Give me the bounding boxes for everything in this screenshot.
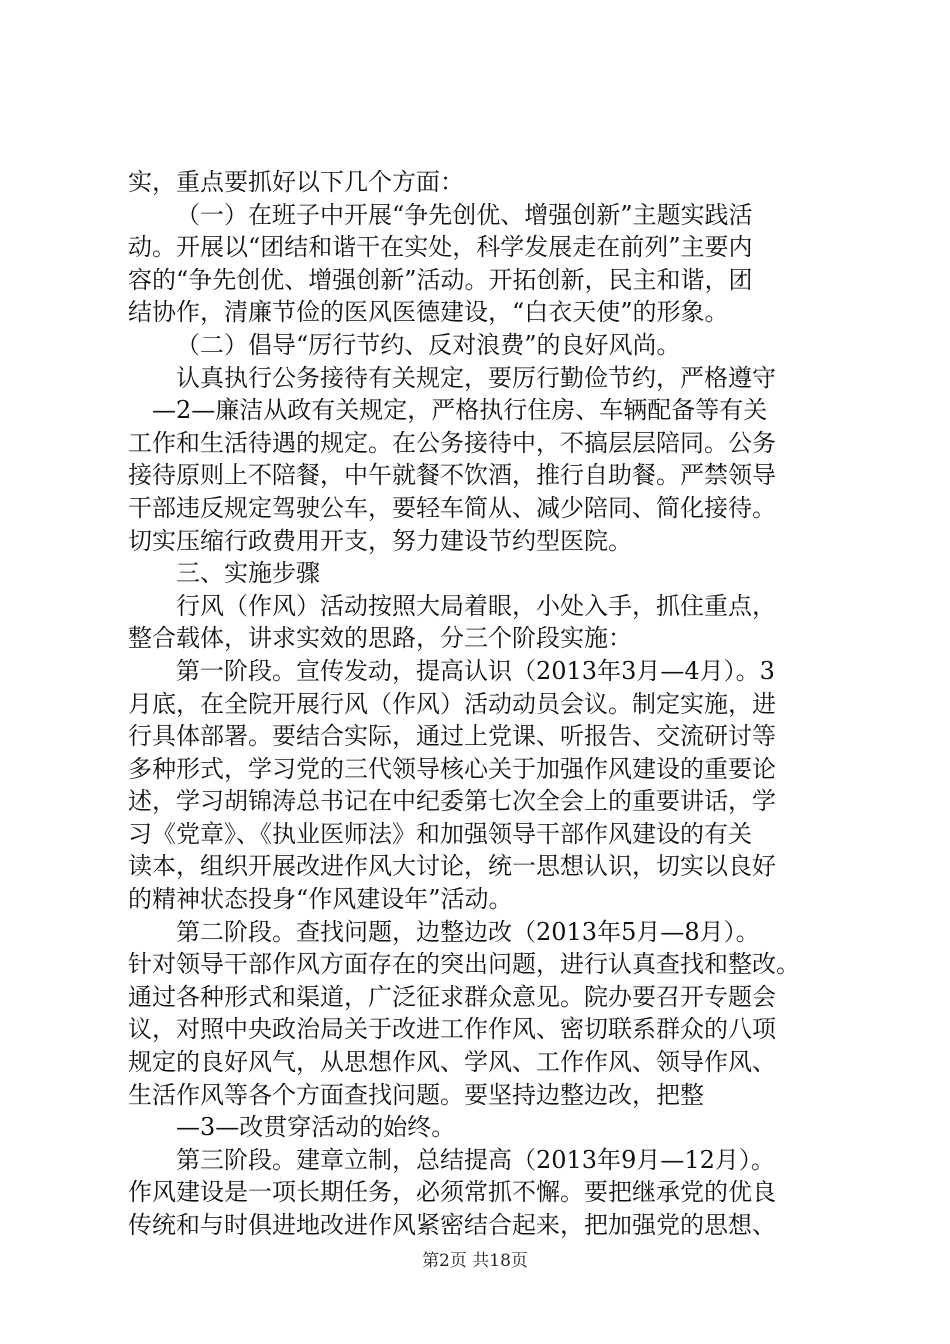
text-line: 工作和生活待遇的规定。在公务接待中，不搞层层陪同。公务 [128,428,776,457]
text-line: 议，对照中央政治局关于改进工作作风、密切联系群众的八项 [128,1015,776,1044]
text-line: 的精神状态投身“作风建设年”活动。 [128,885,513,914]
text-line: 容的“争先创优、增强创新”活动。开拓创新，民主和谐，团 [128,265,753,294]
text-line: 认真执行公务接待有关规定，要厉行勤俭节约，严格遵守 [176,363,776,392]
document-body [128,166,828,1242]
text-line: 第三阶段。建章立制，总结提高（2013年9月—12月）。 [176,1145,775,1174]
text-line: 通过各种形式和渠道，广泛征求群众意见。院办要召开专题会 [128,982,776,1011]
text-line: （一）在班子中开展“争先创优、增强创新”主题实践活 [176,200,753,229]
text-line: 第二阶段。查找问题，边整边改（2013年5月—8月）。 [176,917,760,946]
text-line: 规定的良好风气，从思想作风、学风、工作作风、领导作风、 [128,1048,776,1077]
text-line: 干部违反规定驾驶公车，要轻车简从、减少陪同、简化接待。 [128,493,776,522]
text-line: 作风建设是一项长期任务，必须常抓不懈。要把继承党的优良 [128,1178,776,1207]
text-line: 行具体部署。要结合实际，通过上党课、听报告、交流研讨等 [128,722,776,751]
text-line: （二）倡导“厉行节约、反对浪费”的良好风尚。 [176,330,681,359]
text-line: —3—改贯穿活动的始终。 [176,1113,456,1142]
text-line: 习《党章》、《执业医师法》和加强领导干部作风建设的有关 [128,819,752,848]
text-line: 多种形式，学习党的三代领导核心关于加强作风建设的重要论 [128,754,776,783]
text-line: 传统和与时俱进地改进作风紧密结合起来，把加强党的思想、 [128,1211,776,1239]
text-line: 三、实施步骤 [176,559,320,588]
text-line: —2—廉洁从政有关规定，严格执行住房、车辆配备等有关 [152,396,768,425]
text-line: 实，重点要抓好以下几个方面： [128,168,464,196]
text-line: 第一阶段。宣传发动，提高认识（2013年3月—4月）。3 [176,656,775,685]
page-footer: 第2页 共18页 [422,1251,528,1271]
text-line: 述，学习胡锦涛总书记在中纪委第七次全会上的重要讲话，学 [128,787,776,816]
text-line: 月底，在全院开展行风（作风）活动动员会议。制定实施，进 [128,689,776,718]
text-line: 结协作，清廉节俭的医风医德建设，“白衣天使”的形象。 [128,298,729,327]
text-line: 整合载体，讲求实效的思路，分三个阶段实施： [128,624,632,653]
text-line: 接待原则上不陪餐，中午就餐不饮酒，推行自助餐。严禁领导 [128,461,776,490]
text-line: 行风（作风）活动按照大局着眼，小处入手，抓住重点， [176,591,776,620]
text-line: 生活作风等各个方面查找问题。要坚持边整边改，把整 [128,1080,704,1109]
text-line: 读本，组织开展改进作风大讨论，统一思想认识，切实以良好 [128,852,776,881]
text-line: 动。开展以“团结和谐干在实处，科学发展走在前列”主要内 [128,233,753,262]
text-line: 切实压缩行政费用开支，努力建设节约型医院。 [128,526,632,555]
text-line: 针对领导干部作风方面存在的突出问题，进行认真查找和整改。 [128,950,800,979]
